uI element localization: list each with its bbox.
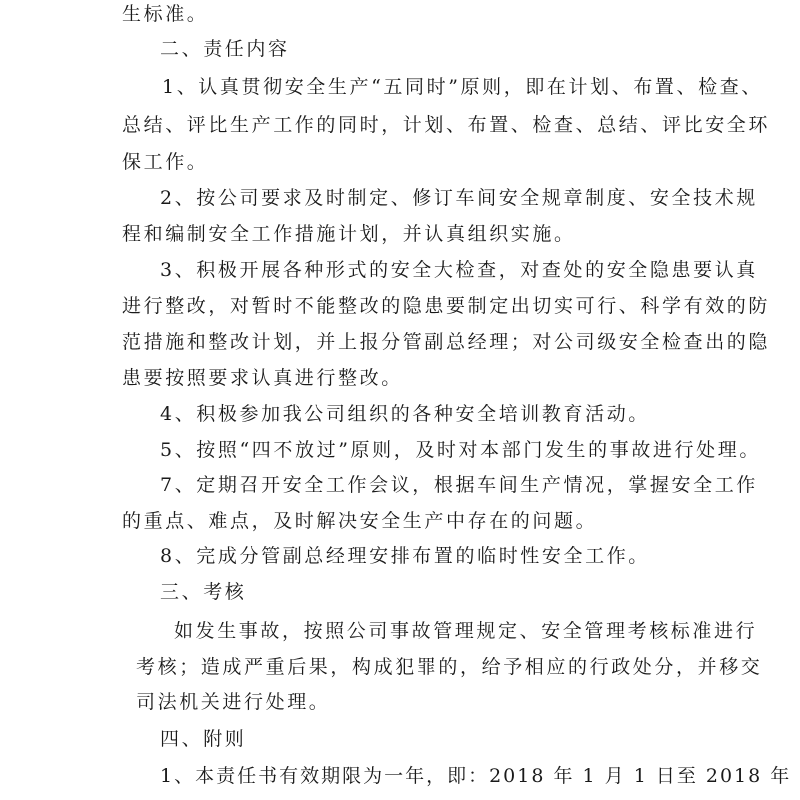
text-line: 1、本责任书有效期限为一年，即：2018 年 1 月 1 日至 2018 年 xyxy=(160,765,792,787)
text-line: 7、定期召开安全工作会议，根据车间生产情况，掌握安全工作 xyxy=(160,474,758,496)
section-heading: 二、责任内容 xyxy=(160,38,290,60)
text-line: 2、按公司要求及时制定、修订车间安全规章制度、安全技术规 xyxy=(160,187,758,209)
text-line: 范措施和整改计划，并上报分管副总经理；对公司级安全检查出的隐 xyxy=(122,331,771,353)
text-line: 1、认真贯彻安全生产“五同时”原则，即在计划、布置、检查、 xyxy=(162,76,763,98)
text-line: 进行整改，对暂时不能整改的隐患要制定出切实可行、科学有效的防 xyxy=(122,295,771,317)
section-heading: 四、附则 xyxy=(160,728,247,750)
text-line: 的重点、难点，及时解决安全生产中存在的问题。 xyxy=(122,510,598,532)
text-line: 总结、评比生产工作的同时，计划、布置、检查、总结、评比安全环 xyxy=(122,114,771,136)
text-line: 司法机关进行处理。 xyxy=(136,691,331,713)
text-line: 3、积极开展各种形式的安全大检查，对查处的安全隐患要认真 xyxy=(160,259,758,281)
text-line: 如发生事故，按照公司事故管理规定、安全管理考核标准进行 xyxy=(174,620,758,642)
text-line: 考核；造成严重后果，构成犯罪的，给予相应的行政处分，并移交 xyxy=(136,656,763,678)
text-line: 保工作。 xyxy=(122,151,209,173)
text-line: 患要按照要求认真进行整改。 xyxy=(122,367,403,389)
text-line: 4、积极参加我公司组织的各种安全培训教育活动。 xyxy=(160,403,650,425)
text-line: 生标准。 xyxy=(122,3,209,25)
text-line: 5、按照“四不放过”原则，及时对本部门发生的事故进行处理。 xyxy=(160,439,761,461)
section-heading: 三、考核 xyxy=(160,581,247,603)
text-line: 程和编制安全工作措施计划，并认真组织实施。 xyxy=(122,223,576,245)
text-line: 8、完成分管副总经理安排布置的临时性安全工作。 xyxy=(160,545,650,567)
